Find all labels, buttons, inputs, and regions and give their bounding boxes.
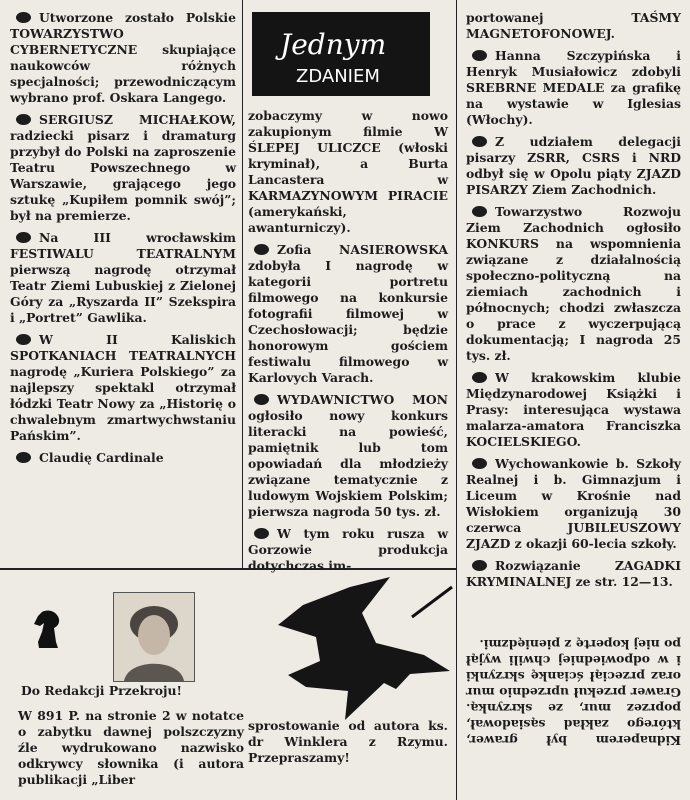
svg-text:Jednym: Jednym bbox=[280, 28, 387, 61]
bullet-icon bbox=[16, 12, 31, 23]
news-item-6: zobaczymy w nowo zakupionym filmie W ŚLEPEJ ULICZCE (włoski kryminał), a Burta Lancastera w KARMAZYNOWYM PIRACIE (amerykański, awanturniczy). bbox=[248, 108, 448, 235]
letter-heading: Do Redakcji Przekroju! bbox=[21, 683, 182, 698]
news-item-11: Hanna Szczypińska i Henryk Musiałowicz zdobyli SREBRNE MEDALE za grafikę na wystawie w Iglesias (Włochy). bbox=[466, 48, 681, 127]
column-3 bbox=[466, 10, 681, 596]
news-item-7: Zofia NASIEROWSKA zdobyła I nagrodę w kategorii portretu filmowego na konkursie fotografii filmowej w Czechosłowacji; będzie honorowym gościem festiwalu filmowego w Karlovych Varach. bbox=[248, 242, 448, 385]
column-divider-1 bbox=[242, 0, 243, 568]
bullet-icon bbox=[472, 136, 487, 147]
column-1 bbox=[10, 10, 236, 472]
author-portrait bbox=[113, 592, 195, 682]
news-item-14: W krakowskim klubie Międzynarodowej Książki i Prasy: interesująca wystawa malarza-amatora Franciszka KOCIELSKIEGO. bbox=[466, 370, 681, 449]
correction-text: sprostowanie od autora ks. dr Winklera z Rzymu. Przepraszamy! bbox=[248, 718, 448, 765]
bullet-icon bbox=[16, 334, 31, 345]
bullet-icon bbox=[472, 372, 487, 383]
news-item-10: portowanej TAŚMY MAGNETOFONOWEJ. bbox=[466, 10, 681, 41]
svg-text:ZDANIEM: ZDANIEM bbox=[296, 66, 380, 87]
letter-correction bbox=[248, 718, 448, 772]
news-item-3: Na III wrocławskim FESTIWALU TEATRALNYM pierwszą nagrodę otrzymał Teatr Ziemi Lubuskiej z Zielonej Góry za „Ryszarda II” Szekspira i „Portret” Gawlika. bbox=[10, 230, 236, 325]
bullet-icon bbox=[16, 452, 31, 463]
letter-text: W 891 P. na stronie 2 w notatce o zabytku dawnej polszczyzny źle wydrukowano nazwisko odkrywcy słownika (i autora publikacji „Liber bbox=[18, 708, 244, 787]
news-item-4: W II Kaliskich SPOTKANIACH TEATRALNYCH nagrodę „Kuriera Polskiego” za najlepszy spektakl otrzymał łódzki Teatr Nowy za „Historię o chwalebnym zmartwychwstaniu Pańskim”. bbox=[10, 332, 236, 443]
bullet-icon bbox=[16, 232, 31, 243]
news-item-5: Claudię Cardinale bbox=[10, 450, 236, 466]
bullet-icon bbox=[254, 394, 269, 405]
letter-body bbox=[18, 708, 244, 794]
bullet-icon bbox=[472, 458, 487, 469]
bullet-icon bbox=[16, 114, 31, 125]
news-item-13: Towarzystwo Rozwoju Ziem Zachodnich ogłosiło KONKURS na wspomnienia związane z działalnością społeczno-polityczną na ziemiach zachodnich i północnych; chodzi zwłaszcza o prace z wyczerpującą dokumentacją; I nagroda 25 tys. zł. bbox=[466, 204, 681, 363]
bullet-icon bbox=[254, 528, 269, 539]
bullet-icon bbox=[254, 244, 269, 255]
news-item-12: Z udziałem delegacji pisarzy ZSRR, CSRS i NRD odbył się w Opolu piąty ZJAZD PISARZY Ziem Zachodnich. bbox=[466, 134, 681, 197]
news-item-15: Wychowankowie b. Szkoły Realnej i b. Gimnazjum i Liceum w Krośnie nad Wisłokiem organizują 30 czerwca JUBILEUSZOWY ZJAZD z okazji 60-lecia szkoły. bbox=[466, 456, 681, 551]
bullet-icon bbox=[472, 206, 487, 217]
bullet-icon bbox=[472, 50, 487, 61]
jednym-zdaniem-logo bbox=[252, 12, 430, 96]
column-2 bbox=[248, 108, 448, 580]
news-item-2: SERGIUSZ MICHAŁKOW, radziecki pisarz i dramaturg przybył do Polski na zaproszenie Teatru Powszechnego w Warszawie, grającego jego sztukę „Kupiłem pomnik swój”; był na premierze. bbox=[10, 112, 236, 223]
news-item-9: W tym roku rusza w Gorzowie produkcja dotychczas im- bbox=[248, 526, 448, 573]
news-item-16: Rozwiązanie ZAGADKI KRYMINALNEJ ze str. 12—13. bbox=[466, 558, 681, 589]
chess-knight-icon bbox=[30, 608, 64, 650]
column-divider-2 bbox=[456, 0, 457, 800]
news-item-1: Utworzone zostało Polskie TOWARZYSTWO CYBERNETYCZNE skupiające naukowców różnych specjalności; przewodniczącym wybrano prof. Oskara Langego. bbox=[10, 10, 236, 105]
news-item-8: WYDAWNICTWO MON ogłosiło nowy konkurs literacki na powieść, pamiętnik lub tom opowiadań dla młodzieży związane tematycznie z ludowym Wojskiem Polskim; pierwsza nagroda 50 tys. zł. bbox=[248, 392, 448, 519]
abstract-star-illustration bbox=[220, 575, 456, 735]
upside-down-answer: Kidnaperem był grawer, którego zakład sąsiadował, poprzez mur, ze skrzynką. Grawer przekuł uprzednio mur oraz przeciął ściankę skrzynki i w odpowiedniej chwili wyjął po niej kopertę z pieniędzmi. bbox=[466, 637, 681, 748]
bullet-icon bbox=[472, 560, 487, 571]
